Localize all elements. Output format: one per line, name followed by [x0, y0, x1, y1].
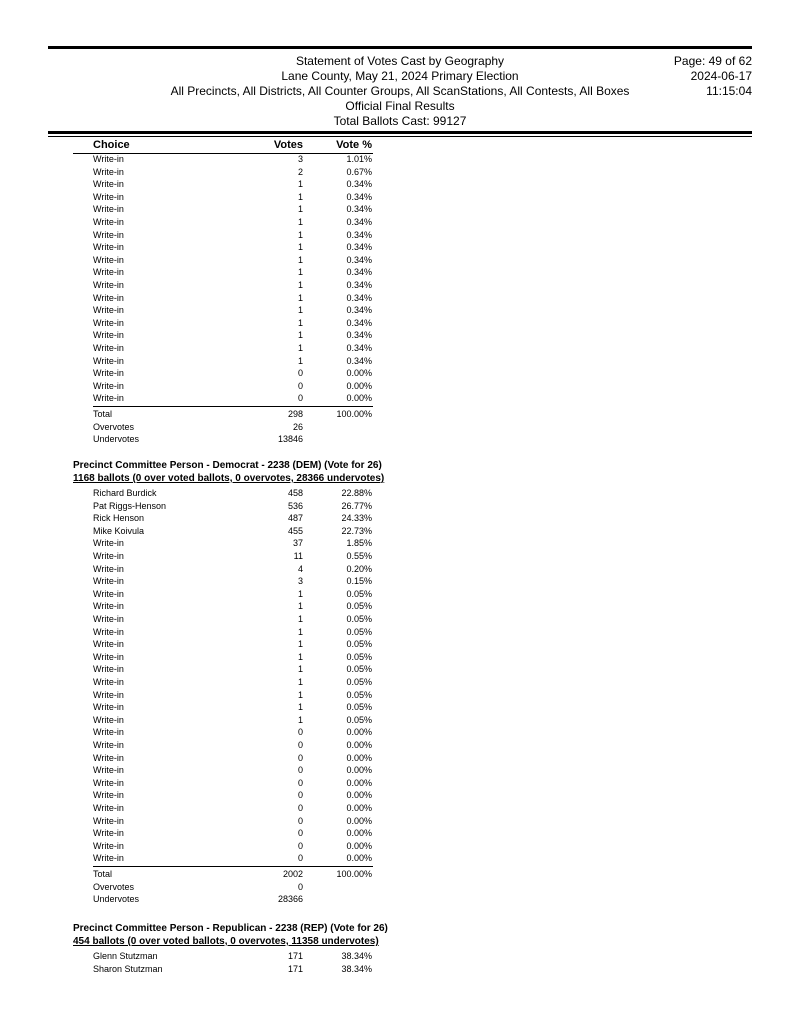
- table-row: [0, 487, 800, 500]
- table-row: [0, 701, 800, 714]
- row-name: Write-in: [93, 576, 124, 587]
- row-pct: 0.34%: [346, 229, 372, 240]
- row-votes: 0: [297, 727, 303, 738]
- row-votes: 0: [297, 740, 303, 750]
- row-pct: 0.00%: [346, 853, 372, 864]
- row-name: Write-in: [93, 267, 124, 278]
- table-row: [0, 714, 800, 727]
- contest-title-dem: Precinct Committee Person - Democrat - 2238 (DEM) (Vote for 26): [73, 460, 382, 471]
- row-pct: 0.00%: [346, 368, 372, 379]
- row-votes: 1: [297, 664, 303, 675]
- row-pct: 22.73%: [341, 525, 372, 536]
- table-row: [0, 329, 800, 342]
- table-row: [0, 241, 800, 254]
- table-row: [0, 893, 800, 906]
- row-pct: 0.05%: [346, 614, 372, 624]
- row-votes: 28366: [277, 894, 303, 905]
- row-votes: 1: [297, 702, 303, 713]
- row-name: Write-in: [93, 305, 124, 316]
- table-row: [0, 216, 800, 229]
- row-name: Write-in: [93, 714, 124, 725]
- row-name: Write-in: [93, 677, 124, 687]
- row-votes: 2002: [282, 869, 303, 879]
- table-row: [0, 638, 800, 651]
- report-title: Statement of Votes Cast by Geography: [295, 54, 505, 68]
- row-votes: 1: [297, 588, 303, 599]
- row-pct: 24.33%: [341, 513, 372, 524]
- table-row: [0, 254, 800, 267]
- row-votes: 487: [287, 513, 303, 524]
- row-votes: 1: [297, 229, 303, 240]
- table-row: [0, 512, 800, 525]
- row-name: Write-in: [93, 191, 124, 202]
- row-pct: 0.34%: [346, 280, 372, 290]
- column-votes: Votes: [273, 139, 303, 151]
- row-pct: 26.77%: [341, 500, 372, 511]
- row-pct: 38.34%: [341, 963, 372, 974]
- row-votes: 171: [287, 951, 303, 961]
- row-name: Richard Burdick: [93, 488, 157, 498]
- table-row: [0, 815, 800, 828]
- table-row: [0, 588, 800, 601]
- table-row: [0, 777, 800, 790]
- row-name: Write-in: [93, 601, 124, 612]
- row-pct: 0.00%: [346, 840, 372, 851]
- table-row: [0, 575, 800, 588]
- row-votes: 1: [297, 614, 303, 624]
- row-votes: 1: [297, 292, 303, 303]
- row-votes: 0: [297, 803, 303, 813]
- table-row: [0, 852, 800, 865]
- row-votes: 1: [297, 191, 303, 202]
- table-row: [0, 304, 800, 317]
- row-votes: 1: [297, 305, 303, 316]
- row-votes: 1: [297, 651, 303, 662]
- row-name: Write-in: [93, 317, 124, 328]
- row-name: Write-in: [93, 777, 124, 788]
- row-name: Write-in: [93, 740, 124, 750]
- row-votes: 13846: [277, 434, 303, 445]
- row-name: Write-in: [93, 664, 124, 675]
- row-name: Write-in: [93, 280, 124, 290]
- total-rule: [93, 406, 373, 407]
- table-row: [0, 203, 800, 216]
- row-name: Overvotes: [93, 881, 135, 892]
- row-pct: 0.00%: [346, 727, 372, 738]
- row-name: Write-in: [93, 355, 124, 366]
- table-row: [0, 840, 800, 853]
- row-name: Sharon Stutzman: [93, 963, 163, 974]
- report-header: [48, 54, 752, 130]
- table-row: [0, 153, 800, 166]
- row-votes: 1: [297, 280, 303, 290]
- row-votes: 1: [297, 639, 303, 650]
- row-votes: 1: [297, 242, 303, 253]
- table-row: [0, 279, 800, 292]
- table-row: [0, 963, 800, 976]
- row-name: Write-in: [93, 828, 124, 839]
- row-name: Write-in: [93, 815, 124, 826]
- row-name: Write-in: [93, 204, 124, 215]
- row-pct: 0.05%: [346, 639, 372, 650]
- row-pct: 0.00%: [346, 815, 372, 826]
- table-row: [0, 525, 800, 538]
- row-pct: 0.67%: [346, 166, 372, 177]
- row-name: Write-in: [93, 563, 124, 574]
- row-name: Write-in: [93, 752, 124, 763]
- row-pct: 0.05%: [346, 714, 372, 725]
- row-name: Write-in: [93, 689, 124, 700]
- row-name: Undervotes: [93, 434, 140, 445]
- row-pct: 0.34%: [346, 343, 372, 353]
- row-votes: 0: [297, 380, 303, 391]
- row-name: Write-in: [93, 330, 124, 341]
- row-votes: 1: [297, 355, 303, 366]
- row-votes: 0: [297, 815, 303, 826]
- row-votes: 0: [297, 790, 303, 801]
- table-row: [0, 355, 800, 368]
- table-row: [0, 433, 800, 446]
- table-row: [0, 881, 800, 894]
- report-subtitle: Lane County, May 21, 2024 Primary Election: [281, 69, 519, 83]
- table-row: [0, 726, 800, 739]
- row-pct: 0.05%: [346, 651, 372, 662]
- row-name: Write-in: [93, 651, 124, 662]
- row-pct: 0.15%: [346, 576, 372, 587]
- row-name: Write-in: [93, 368, 124, 379]
- column-pct: Vote %: [336, 139, 372, 151]
- row-pct: 100.00%: [336, 409, 372, 419]
- row-votes: 1: [297, 689, 303, 700]
- column-choice: Choice: [93, 139, 130, 151]
- contest-summary-dem: 1168 ballots (0 over voted ballots, 0 overvotes, 28366 undervotes): [73, 473, 385, 484]
- row-pct: 1.01%: [346, 154, 372, 164]
- table-row: [0, 689, 800, 702]
- row-name: Write-in: [93, 790, 124, 801]
- report-time: 11:15:04: [706, 84, 752, 98]
- row-pct: 0.00%: [346, 777, 372, 788]
- row-pct: 0.34%: [346, 317, 372, 328]
- row-pct: 0.55%: [346, 551, 372, 561]
- row-pct: 0.05%: [346, 677, 372, 687]
- table-row: [0, 537, 800, 550]
- table-row: [0, 789, 800, 802]
- row-votes: 536: [287, 500, 303, 511]
- table-row: [0, 563, 800, 576]
- report-date: 2024-06-17: [690, 69, 752, 83]
- row-name: Mike Koivula: [93, 525, 145, 536]
- table-row: [0, 764, 800, 777]
- table-row: [0, 380, 800, 393]
- row-pct: 0.05%: [346, 601, 372, 612]
- row-pct: 0.34%: [346, 179, 372, 190]
- row-votes: 1: [297, 601, 303, 612]
- row-pct: 0.34%: [346, 355, 372, 366]
- row-pct: 0.34%: [346, 217, 372, 227]
- row-votes: 1: [297, 204, 303, 215]
- row-votes: 1: [297, 677, 303, 687]
- row-name: Write-in: [93, 179, 124, 190]
- row-name: Write-in: [93, 538, 124, 549]
- table-row: [0, 626, 800, 639]
- row-name: Write-in: [93, 254, 124, 265]
- row-name: Total: [93, 409, 113, 419]
- row-pct: 0.05%: [346, 588, 372, 599]
- row-votes: 37: [292, 538, 303, 549]
- row-votes: 0: [297, 368, 303, 379]
- row-pct: 0.20%: [346, 563, 372, 574]
- row-name: Write-in: [93, 727, 124, 738]
- table-row: [0, 191, 800, 204]
- row-pct: 0.05%: [346, 689, 372, 700]
- row-pct: 0.34%: [346, 242, 372, 253]
- report-filters: All Precincts, All Districts, All Counter Groups, All ScanStations, All Contests, All Boxes: [170, 84, 630, 98]
- row-votes: 0: [297, 393, 303, 404]
- report-status: Official Final Results: [345, 99, 455, 113]
- row-pct: 0.34%: [346, 204, 372, 215]
- row-pct: 0.34%: [346, 305, 372, 316]
- row-votes: 1: [297, 267, 303, 278]
- row-votes: 3: [297, 576, 303, 587]
- row-votes: 1: [297, 330, 303, 341]
- row-name: Write-in: [93, 853, 124, 864]
- table-row: [0, 950, 800, 963]
- row-name: Write-in: [93, 380, 124, 391]
- row-pct: 0.34%: [346, 292, 372, 303]
- row-name: Overvotes: [93, 421, 135, 432]
- row-name: Write-in: [93, 154, 124, 164]
- row-name: Write-in: [93, 292, 124, 303]
- row-votes: 1: [297, 254, 303, 265]
- row-name: Write-in: [93, 639, 124, 650]
- row-name: Write-in: [93, 702, 124, 713]
- table-row: [0, 868, 800, 881]
- row-votes: 1: [297, 714, 303, 725]
- row-name: Write-in: [93, 166, 124, 177]
- row-name: Write-in: [93, 229, 124, 240]
- row-votes: 0: [297, 881, 303, 892]
- row-pct: 0.00%: [346, 393, 372, 404]
- row-name: Write-in: [93, 588, 124, 599]
- table-row: [0, 651, 800, 664]
- row-votes: 4: [297, 563, 303, 574]
- row-pct: 22.88%: [341, 488, 372, 498]
- top-rule: [48, 46, 752, 49]
- row-name: Write-in: [93, 343, 124, 353]
- row-votes: 1: [297, 317, 303, 328]
- row-votes: 0: [297, 840, 303, 851]
- row-votes: 1: [297, 217, 303, 227]
- table-row: [0, 292, 800, 305]
- table-row: [0, 367, 800, 380]
- row-votes: 458: [287, 488, 303, 498]
- row-pct: 0.00%: [346, 380, 372, 391]
- row-name: Write-in: [93, 614, 124, 624]
- row-votes: 0: [297, 853, 303, 864]
- table-row: [0, 739, 800, 752]
- row-pct: 0.34%: [346, 267, 372, 278]
- header-rule: [48, 131, 752, 134]
- row-votes: 298: [287, 409, 303, 419]
- row-pct: 100.00%: [336, 869, 372, 879]
- row-pct: 0.05%: [346, 702, 372, 713]
- row-name: Glenn Stutzman: [93, 951, 158, 961]
- table-row: [0, 802, 800, 815]
- table-row: [0, 266, 800, 279]
- table-row: [0, 166, 800, 179]
- row-name: Write-in: [93, 551, 124, 561]
- row-name: Undervotes: [93, 894, 140, 905]
- row-votes: 11: [293, 551, 303, 561]
- table-row: [0, 317, 800, 330]
- row-name: Write-in: [93, 242, 124, 253]
- row-votes: 0: [297, 828, 303, 839]
- row-name: Write-in: [93, 393, 124, 404]
- table-row: [0, 613, 800, 626]
- table-row: [0, 421, 800, 434]
- row-votes: 3: [297, 154, 303, 164]
- row-name: Pat Riggs-Henson: [93, 500, 167, 511]
- table-row: [0, 550, 800, 563]
- row-name: Write-in: [93, 765, 124, 776]
- row-votes: 455: [287, 525, 303, 536]
- row-votes: 171: [287, 963, 303, 974]
- row-votes: 0: [297, 765, 303, 776]
- row-name: Write-in: [93, 803, 124, 813]
- table-row: [0, 827, 800, 840]
- table-row: [0, 342, 800, 355]
- total-ballots: Total Ballots Cast: 99127: [333, 114, 467, 128]
- row-pct: 0.05%: [346, 664, 372, 675]
- row-pct: 0.00%: [346, 790, 372, 801]
- row-votes: 1: [297, 343, 303, 353]
- row-pct: 1.85%: [346, 538, 372, 549]
- row-votes: 26: [292, 421, 303, 432]
- page-number: Page: 49 of 62: [673, 54, 752, 68]
- row-name: Rick Henson: [93, 513, 145, 524]
- contest-summary-rep: 454 ballots (0 over voted ballots, 0 overvotes, 11358 undervotes): [73, 936, 379, 947]
- row-name: Total: [93, 869, 113, 879]
- row-pct: 0.00%: [346, 740, 372, 750]
- row-name: Write-in: [93, 840, 124, 851]
- row-votes: 1: [297, 179, 303, 190]
- table-row: [0, 600, 800, 613]
- row-pct: 0.00%: [346, 752, 372, 763]
- row-pct: 0.00%: [346, 765, 372, 776]
- row-votes: 0: [297, 777, 303, 788]
- header-rule-thin: [48, 136, 752, 137]
- row-name: Write-in: [93, 217, 124, 227]
- row-pct: 0.34%: [346, 254, 372, 265]
- table-row: [0, 229, 800, 242]
- table-row: [0, 178, 800, 191]
- row-pct: 0.34%: [346, 330, 372, 341]
- table-row: [0, 663, 800, 676]
- table-row: [0, 408, 800, 421]
- row-name: Write-in: [93, 626, 124, 637]
- row-votes: 2: [297, 166, 303, 177]
- row-pct: 38.34%: [341, 951, 372, 961]
- row-pct: 0.00%: [346, 828, 372, 839]
- table-row: [0, 752, 800, 765]
- row-votes: 1: [297, 626, 303, 637]
- table-row: [0, 676, 800, 689]
- contest-title-rep: Precinct Committee Person - Republican - 2238 (REP) (Vote for 26): [73, 923, 388, 934]
- row-pct: 0.05%: [346, 626, 372, 637]
- row-votes: 0: [297, 752, 303, 763]
- table-row: [0, 392, 800, 405]
- row-pct: 0.00%: [346, 803, 372, 813]
- row-pct: 0.34%: [346, 191, 372, 202]
- table-row: [0, 500, 800, 513]
- total-rule: [93, 866, 373, 867]
